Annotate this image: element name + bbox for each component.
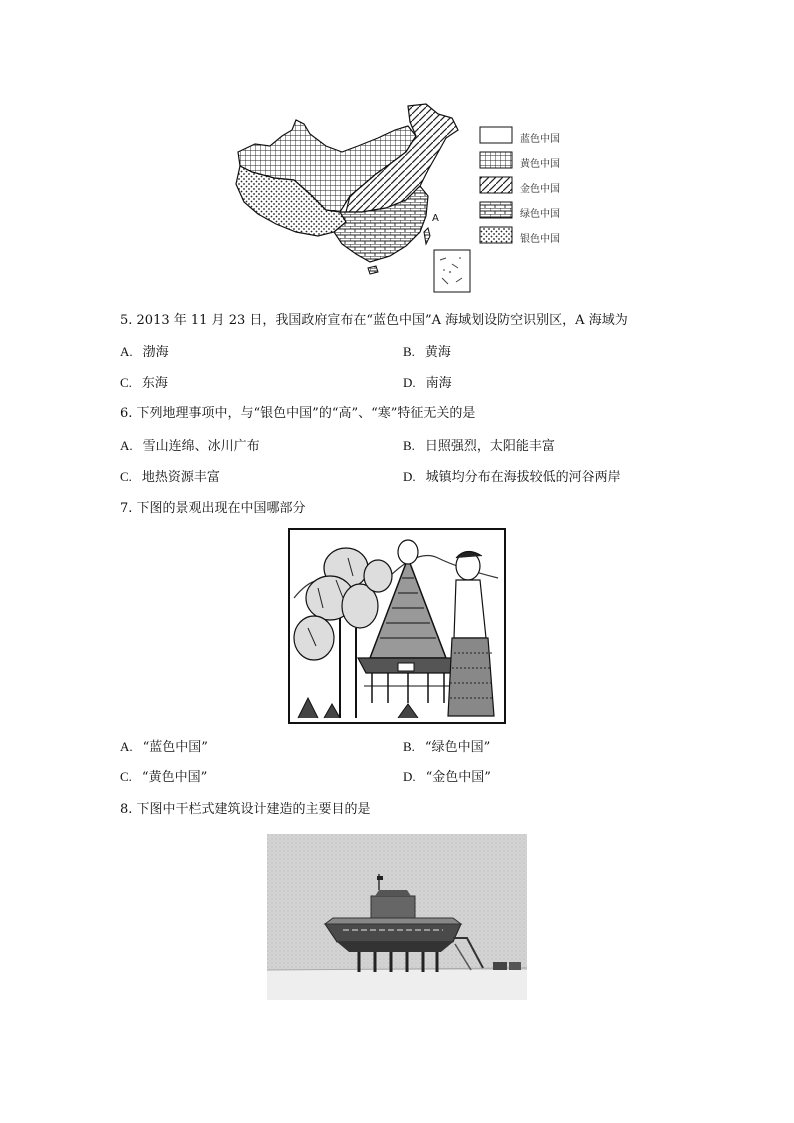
legend-swatch-gold	[480, 177, 512, 193]
dai-village-svg	[288, 528, 506, 724]
stilt-building-photo	[267, 834, 527, 1000]
island-hainan	[368, 266, 378, 274]
q5-option-d[interactable]: D. 南海	[403, 375, 452, 391]
legend-label-gold: 金色中国	[520, 184, 560, 195]
legend-label-silver: 银色中国	[520, 234, 560, 245]
island-taiwan	[424, 228, 430, 244]
q7-option-c[interactable]: C. “黄色中国”	[120, 769, 208, 785]
q5-option-b[interactable]: B. 黄海	[403, 344, 451, 360]
legend-swatch-yellow	[480, 152, 512, 168]
q6-option-d[interactable]: D. 城镇均分布在海拔较低的河谷两岸	[403, 469, 621, 485]
q6-option-a[interactable]: A. 雪山连绵、冰川广布	[120, 438, 260, 454]
question-7-text: 7. 下图的景观出现在中国哪部分	[120, 501, 306, 516]
q7-option-b[interactable]: B. “绿色中国”	[403, 739, 491, 755]
china-regions-map-figure	[230, 100, 570, 300]
south-china-sea-inset	[434, 250, 470, 292]
legend-swatch-silver	[480, 227, 512, 243]
q6-option-b[interactable]: B. 日照强烈，太阳能丰富	[403, 438, 555, 454]
legend-label-yellow: 黄色中国	[520, 159, 560, 170]
dai-village-illustration	[288, 528, 506, 724]
stilt-building-svg	[267, 834, 527, 1000]
map-marker-a: A	[432, 213, 439, 224]
legend-swatch-green	[480, 202, 512, 218]
question-5-text: 5. 2013 年 11 月 23 日，我国政府宣布在“蓝色中国”A 海域划设防空识别区，A 海域为	[120, 313, 628, 328]
question-8-text: 8. 下图中干栏式建筑设计建造的主要目的是	[120, 802, 371, 817]
legend-label-blue: 蓝色中国	[520, 134, 560, 145]
q7-option-d[interactable]: D. “金色中国”	[403, 769, 491, 785]
question-6-text: 6. 下列地理事项中，与“银色中国”的“高”、“寒”特征无关的是	[120, 406, 476, 421]
q5-option-c[interactable]: C. 东海	[120, 375, 168, 391]
q5-option-a[interactable]: A. 渤海	[120, 344, 169, 360]
china-map-svg	[230, 100, 570, 300]
legend-label-green: 绿色中国	[520, 209, 560, 220]
q6-option-c[interactable]: C. 地热资源丰富	[120, 469, 220, 485]
legend-swatch-blue	[480, 127, 512, 143]
q7-option-a[interactable]: A. “蓝色中国”	[120, 739, 208, 755]
